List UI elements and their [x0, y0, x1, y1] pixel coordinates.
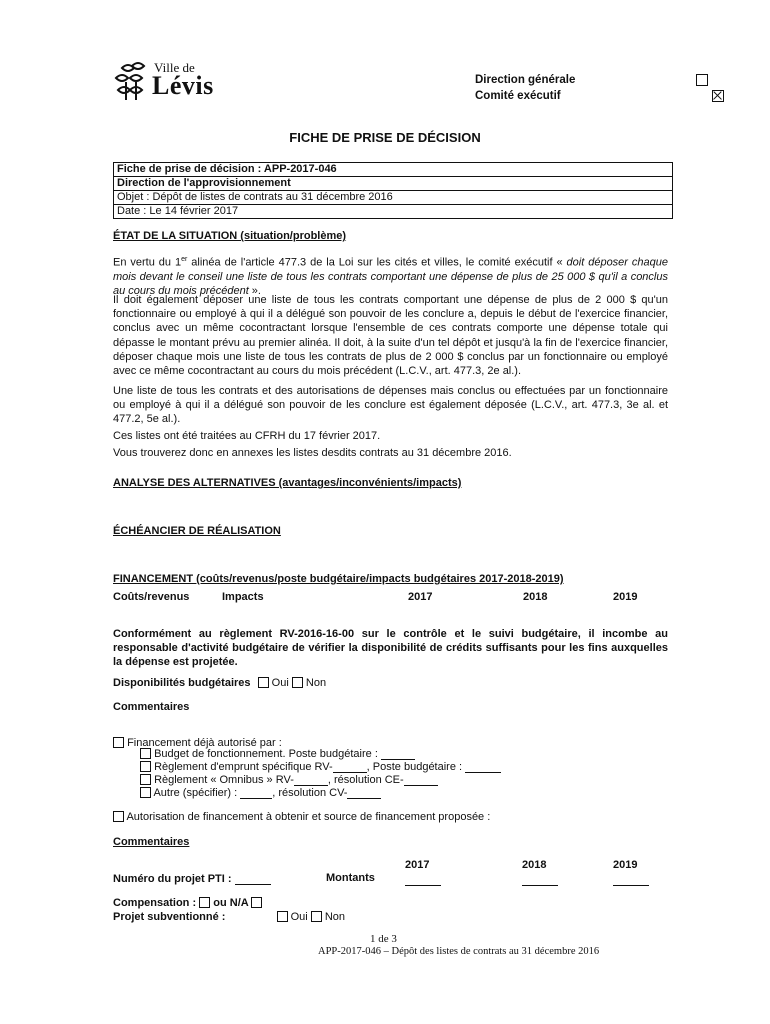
logo-mark-icon — [112, 60, 156, 102]
footer-reference: APP-2017-046 – Dépôt des listes de contrats au 31 décembre 2016 — [318, 946, 600, 957]
option-autre-label: Autre (spécifier) : — [153, 787, 238, 799]
subventionne-row — [113, 911, 345, 923]
subventionne-non-label: Non — [324, 911, 346, 923]
option-autre-row: Autre (spécifier) : , résolution CV- — [140, 787, 381, 799]
disponibilites-oui-checkbox[interactable] — [258, 677, 269, 688]
impacts-label: Impacts — [222, 591, 264, 603]
commentaires-2-label: Commentaires — [113, 836, 190, 848]
couts-revenus-label: Coûts/revenus — [113, 591, 190, 603]
compensation-label: Compensation : — [113, 897, 197, 909]
subventionne-label: Projet subventionné : — [113, 911, 226, 923]
compensation-checkbox[interactable] — [199, 897, 210, 908]
financement-deja-label: Financement déjà autorisé par : — [127, 737, 282, 749]
pti-field[interactable] — [235, 884, 271, 885]
option-autre-cv-field[interactable] — [347, 798, 381, 799]
analyse-heading: ANALYSE DES ALTERNATIVES (avantages/inconvénients/impacts) — [113, 477, 462, 489]
montants-label: Montants — [326, 872, 375, 884]
option-reglement-checkbox[interactable] — [140, 761, 151, 772]
comite-executif-label: Comité exécutif — [475, 90, 561, 102]
logo-big-text: Lévis — [152, 71, 214, 100]
info-direction: Direction de l'approvisionnement — [114, 177, 672, 191]
option-omnibus-label: Règlement « Omnibus » RV- — [154, 774, 294, 786]
autorisation-label: Autorisation de financement à obtenir et source de financement proposée : — [126, 811, 491, 823]
pti-label: Numéro du projet PTI : — [113, 873, 232, 885]
info-fiche: Fiche de prise de décision : APP-2017-046 — [114, 163, 672, 177]
subventionne-oui-label: Oui — [290, 911, 308, 923]
montant-2018-field[interactable] — [522, 871, 558, 886]
etat-paragraph-4: Ces listes ont été traitées au CFRH du 17 février 2017. — [113, 430, 381, 442]
option-omnibus-rv-field[interactable] — [294, 785, 328, 786]
direction-generale-label: Direction générale — [475, 74, 576, 86]
option-reglement-label: Règlement d'emprunt spécifique RV- — [154, 761, 333, 773]
logo-small-text: Ville de — [154, 60, 195, 75]
option-omnibus-ce-field[interactable] — [404, 785, 438, 786]
option-autre-checkbox[interactable] — [140, 787, 151, 798]
na-checkbox[interactable] — [251, 897, 262, 908]
compensation-row — [113, 897, 262, 909]
autorisation-checkbox[interactable] — [113, 811, 124, 822]
pti-year-2019: 2019 — [613, 859, 638, 871]
pti-year-2017: 2017 — [405, 859, 430, 871]
commentaires-label: Commentaires — [113, 701, 190, 713]
info-objet: Objet : Dépôt de listes de contrats au 31 décembre 2016 — [114, 191, 672, 205]
montant-2017-field[interactable] — [405, 871, 441, 886]
option-budget-field[interactable] — [381, 759, 415, 760]
option-omnibus-row: Règlement « Omnibus » RV- , résolution CE- — [140, 774, 438, 786]
disponibilites-non-checkbox[interactable] — [292, 677, 303, 688]
option-omnibus-checkbox[interactable] — [140, 774, 151, 785]
option-budget-label: Budget de fonctionnement. Poste budgétaire : — [154, 748, 378, 760]
disponibilites-oui-label: Oui — [271, 677, 289, 689]
year-2019-label: 2019 — [613, 591, 638, 603]
etat-paragraph-1: En vertu du 1er alinéa de l'article 477.3 de la Loi sur les cités et villes, le comité exécutif « doit déposer chaque mois devant le conseil une liste de tous les contrats comportant une dépense de plus de 25 000 $ qu'il a conclus au cours du mois précédent ». — [113, 256, 668, 298]
etat-paragraph-5: Vous trouverez donc en annexes les listes desdits contrats au 31 décembre 2016. — [113, 447, 512, 459]
year-2017-label: 2017 — [408, 591, 433, 603]
pti-year-2018: 2018 — [522, 859, 547, 871]
disponibilites-row — [113, 677, 326, 689]
year-2018-label: 2018 — [523, 591, 548, 603]
ville-logo — [112, 58, 242, 102]
etat-paragraph-2: Il doit également déposer une liste de tous les contrats comportant une dépense de plus de 2 000 $ qu'un fonctionnaire ou employé à qui il a délégué son pouvoir de les conclure a, depuis le début de l'exercice financier, conclus avec un même cocontractant lorsque l'ensemble de ces contrats comporte une dépense totale qui dépasse le montant prévu au premier alinéa. Il doit, à la suite d'un tel dépôt et jusqu'à la fin de l'exercice financier, déposer chaque mois une liste de tous les contrats de plus de 2 000 $ conclus par un fonctionnaire ou employé avec ce même cocontractant au cours du mois précédent (L.C.V., art. 477.3, 2e al.). — [113, 294, 668, 378]
montant-2019-field[interactable] — [613, 871, 649, 886]
subventionne-non-checkbox[interactable] — [311, 911, 322, 922]
direction-generale-checkbox[interactable] — [696, 74, 708, 86]
info-date: Date : Le 14 février 2017 — [117, 205, 239, 217]
info-box — [113, 162, 673, 219]
subventionne-oui-checkbox[interactable] — [277, 911, 288, 922]
echeancier-heading: ÉCHÉANCIER DE RÉALISATION — [113, 525, 281, 537]
financement-deja-checkbox[interactable] — [113, 737, 124, 748]
option-reglement-row: Règlement d'emprunt spécifique RV- , Poste budgétaire : — [140, 761, 501, 773]
option-budget-checkbox[interactable] — [140, 748, 151, 759]
disponibilites-non-label: Non — [305, 677, 327, 689]
comite-executif-checkbox[interactable] — [712, 90, 724, 102]
etat-heading: ÉTAT DE LA SITUATION (situation/problème) — [113, 230, 347, 242]
page-number: 1 de 3 — [370, 933, 397, 945]
autorisation-row — [113, 811, 490, 823]
option-budget-row — [140, 748, 415, 760]
page-title: FICHE DE PRISE DE DÉCISION — [289, 130, 481, 145]
option-reglement-poste-field[interactable] — [465, 772, 501, 773]
option-reglement-rv-field[interactable] — [333, 772, 367, 773]
conformement-paragraph: Conformément au règlement RV-2016-16-00 sur le contrôle et le suivi budgétaire, il incombe au responsable d'activité budgétaire de vérifier la disponibilité de crédits suffisants pour les fins auxquelles la dépense est projetée. — [113, 628, 668, 669]
etat-paragraph-3: Une liste de tous les contrats et des autorisations de dépenses mais conclus ou effectuées par un fonctionnaire ou employé à qui il a délégué son pouvoir de les conclure est également déposée (L.C.V., art. 477.3, 3e al. et 477.2, 5e al.). — [113, 385, 668, 426]
ou-na-label: ou N/A — [213, 897, 249, 909]
option-autre-field[interactable] — [240, 798, 272, 799]
disponibilites-label: Disponibilités budgétaires — [113, 677, 251, 689]
pti-row — [113, 873, 271, 885]
financement-heading: FINANCEMENT (coûts/revenus/poste budgétaire/impacts budgétaires 2017-2018-2019) — [113, 573, 564, 585]
